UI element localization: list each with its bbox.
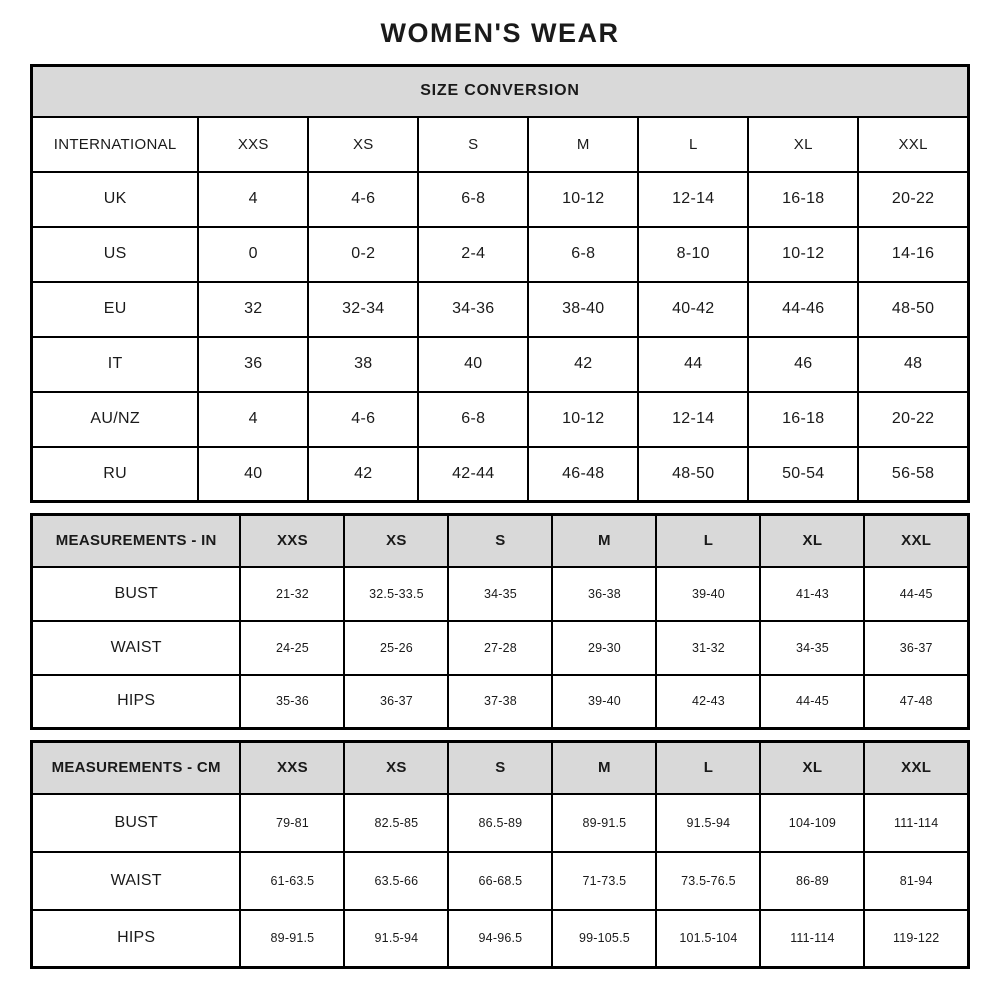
column-header-xxl: XXL [864, 515, 968, 567]
column-header-xs: XS [344, 515, 448, 567]
row-label: HIPS [32, 910, 241, 968]
size-cell: 4 [198, 172, 308, 227]
measurement-cell: 37-38 [448, 675, 552, 729]
measurement-cell: 29-30 [552, 621, 656, 675]
table-row-bust-cm [32, 794, 969, 852]
measurements-cm-header: MEASUREMENTS - CM [32, 742, 241, 794]
size-cell: 46 [748, 337, 858, 392]
column-header-s: S [448, 742, 552, 794]
column-header-l: L [656, 742, 760, 794]
size-cell: 20-22 [858, 392, 968, 447]
measurement-cell: 89-91.5 [552, 794, 656, 852]
row-label: IT [32, 337, 199, 392]
page-title: WOMEN'S WEAR [380, 18, 620, 48]
measurement-cell: 104-109 [760, 794, 864, 852]
size-cell: 38 [308, 337, 418, 392]
row-label: RU [32, 447, 199, 502]
size-cell: 42 [528, 337, 638, 392]
size-cell: 16-18 [748, 172, 858, 227]
column-header-m: M [528, 117, 638, 172]
column-header-l: L [656, 515, 760, 567]
measurement-cell: 36-37 [864, 621, 968, 675]
measurement-cell: 34-35 [448, 567, 552, 621]
size-cell: 20-22 [858, 172, 968, 227]
column-header-xxl: XXL [858, 117, 968, 172]
measurement-cell: 73.5-76.5 [656, 852, 760, 910]
row-label: HIPS [32, 675, 241, 729]
column-header-row [32, 515, 969, 567]
column-header-xl: XL [760, 742, 864, 794]
size-cell: 38-40 [528, 282, 638, 337]
size-cell: 40 [198, 447, 308, 502]
size-cell: 42 [308, 447, 418, 502]
measurement-cell: 86-89 [760, 852, 864, 910]
size-cell: 44 [638, 337, 748, 392]
size-cell: 44-46 [748, 282, 858, 337]
size-cell: 4 [198, 392, 308, 447]
size-cell: 6-8 [418, 392, 528, 447]
column-header-xxs: XXS [198, 117, 308, 172]
measurement-cell: 32.5-33.5 [344, 567, 448, 621]
measurement-cell: 39-40 [552, 675, 656, 729]
size-cell: 42-44 [418, 447, 528, 502]
table-banner-row [32, 66, 969, 117]
measurement-cell: 36-37 [344, 675, 448, 729]
size-cell: 36 [198, 337, 308, 392]
size-cell: 14-16 [858, 227, 968, 282]
measurement-cell: 31-32 [656, 621, 760, 675]
size-cell: 16-18 [748, 392, 858, 447]
row-label: BUST [32, 567, 241, 621]
size-cell: 6-8 [528, 227, 638, 282]
measurement-cell: 71-73.5 [552, 852, 656, 910]
measurement-cell: 94-96.5 [448, 910, 552, 968]
size-cell: 10-12 [528, 392, 638, 447]
size-cell: 0 [198, 227, 308, 282]
column-header-l: L [638, 117, 748, 172]
row-label: EU [32, 282, 199, 337]
column-header-s: S [448, 515, 552, 567]
row-label: US [32, 227, 199, 282]
size-cell: 56-58 [858, 447, 968, 502]
size-cell: 10-12 [748, 227, 858, 282]
measurement-cell: 39-40 [656, 567, 760, 621]
table-row-waist-cm [32, 852, 969, 910]
measurement-cell: 91.5-94 [344, 910, 448, 968]
measurement-cell: 61-63.5 [240, 852, 344, 910]
size-cell: 6-8 [418, 172, 528, 227]
size-cell: 48-50 [858, 282, 968, 337]
measurement-cell: 25-26 [344, 621, 448, 675]
measurement-cell: 111-114 [760, 910, 864, 968]
column-header-xxs: XXS [240, 742, 344, 794]
table-row-uk [32, 172, 969, 227]
table-row-hips-cm [32, 910, 969, 968]
measurement-cell: 101.5-104 [656, 910, 760, 968]
measurement-cell: 63.5-66 [344, 852, 448, 910]
size-cell: 12-14 [638, 172, 748, 227]
size-cell: 12-14 [638, 392, 748, 447]
measurement-cell: 41-43 [760, 567, 864, 621]
size-cell: 40-42 [638, 282, 748, 337]
size-cell: 32-34 [308, 282, 418, 337]
size-cell: 4-6 [308, 392, 418, 447]
measurement-cell: 91.5-94 [656, 794, 760, 852]
table-row-waist-in [32, 621, 969, 675]
measurement-cell: 21-32 [240, 567, 344, 621]
size-conversion-table [30, 64, 970, 503]
size-cell: 48-50 [638, 447, 748, 502]
table-row-aunz [32, 392, 969, 447]
size-cell: 0-2 [308, 227, 418, 282]
size-cell: 48 [858, 337, 968, 392]
size-cell: 32 [198, 282, 308, 337]
column-header-row [32, 117, 969, 172]
column-header-xs: XS [344, 742, 448, 794]
measurement-cell: 35-36 [240, 675, 344, 729]
size-cell: 10-12 [528, 172, 638, 227]
column-header-m: M [552, 742, 656, 794]
row-label: AU/NZ [32, 392, 199, 447]
measurement-cell: 66-68.5 [448, 852, 552, 910]
size-cell: 2-4 [418, 227, 528, 282]
measurement-cell: 82.5-85 [344, 794, 448, 852]
measurement-cell: 34-35 [760, 621, 864, 675]
size-cell: 8-10 [638, 227, 748, 282]
size-conversion-header: SIZE CONVERSION [32, 66, 969, 117]
table-row-ru [32, 447, 969, 502]
measurements-cm-table [30, 740, 970, 969]
size-cell: 40 [418, 337, 528, 392]
size-cell: 50-54 [748, 447, 858, 502]
column-header-xxs: XXS [240, 515, 344, 567]
column-header-xl: XL [748, 117, 858, 172]
table-row-hips-in [32, 675, 969, 729]
size-cell: 46-48 [528, 447, 638, 502]
column-header-xs: XS [308, 117, 418, 172]
measurement-cell: 119-122 [864, 910, 968, 968]
measurement-cell: 44-45 [760, 675, 864, 729]
row-label: WAIST [32, 621, 241, 675]
row-label: WAIST [32, 852, 241, 910]
measurement-cell: 89-91.5 [240, 910, 344, 968]
column-header-xl: XL [760, 515, 864, 567]
size-cell: 4-6 [308, 172, 418, 227]
table-row-eu [32, 282, 969, 337]
column-header-xxl: XXL [864, 742, 968, 794]
measurement-cell: 99-105.5 [552, 910, 656, 968]
column-header-row [32, 742, 969, 794]
size-cell: 34-36 [418, 282, 528, 337]
measurement-cell: 47-48 [864, 675, 968, 729]
column-header-s: S [418, 117, 528, 172]
row-label: BUST [32, 794, 241, 852]
measurement-cell: 42-43 [656, 675, 760, 729]
measurement-cell: 79-81 [240, 794, 344, 852]
row-label: UK [32, 172, 199, 227]
table-row-it [32, 337, 969, 392]
measurement-cell: 44-45 [864, 567, 968, 621]
column-header-m: M [552, 515, 656, 567]
measurement-cell: 36-38 [552, 567, 656, 621]
measurement-cell: 24-25 [240, 621, 344, 675]
measurement-cell: 27-28 [448, 621, 552, 675]
measurements-in-header: MEASUREMENTS - IN [32, 515, 241, 567]
measurements-in-table [30, 513, 970, 730]
column-header-international: INTERNATIONAL [32, 117, 199, 172]
measurement-cell: 111-114 [864, 794, 968, 852]
table-row-bust-in [32, 567, 969, 621]
measurement-cell: 86.5-89 [448, 794, 552, 852]
table-row-us [32, 227, 969, 282]
measurement-cell: 81-94 [864, 852, 968, 910]
